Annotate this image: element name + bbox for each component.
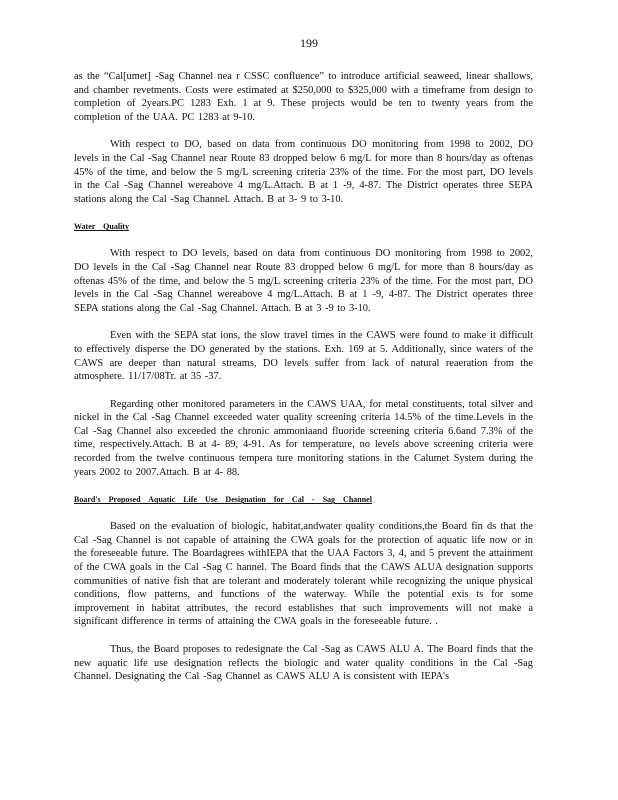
paragraph-do-monitoring: With respect to DO, based on data from continuous DO monitoring from 1998 to 2002, DO levels in the Cal -Sag Channel near Route 83 dropped below 6 mg/L for more than 8 hours/day as oftenas 45% of the time, and below the 5 mg/L screening criteria 23% of the time. For the most part, DO levels in the Cal -Sag Channel wereabove 4 mg/L.Attach. B at 1 -9, 4-87. The District operates three SEPA stations along the Cal -Sag Channel. Attach. B at 3- 9 to 3-10. xyxy=(74,139,533,205)
paragraph-seaweed-projects: as the “Cal[umet] -Sag Channel nea r CSSC confluence” to introduce artificial seaweed, linear shallows, and chamber revetments. Costs were estimated at $250,000 to $325,000 with a timeframe from design to completion of 2years.PC 1283 Exh. 1 at 9. These projects would be ten to twenty years from the completion of the UAA. PC 1283 at 9-10. xyxy=(74,71,533,123)
paragraph-board-finding: Based on the evaluation of biologic, habitat,andwater quality conditions,the Board fin ds that the Cal -Sag Channel is not capable of attaining the CWA goals for the protection of aquatic life now or in the foreseeable future. The Boardagrees withIEPA that the UAA Factors 3, 4, and 5 prevent the attainment of the CWA goals in the Cal -Sag C hannel. The Board finds that the CAWS ALUA designation supports communities of native fish that are tolerant and moderately tolerant while recognizing the unique physical conditions, flow patterns, and functions of the waterway. While the potential exis ts for some improvement in habitat attributes, the record establishes that such improvements will not make a significant difference in terms of attaining the CWA goals in the foreseeable future. . xyxy=(74,521,533,628)
document-body xyxy=(74,70,533,684)
paragraph-sepa-stations: Even with the SEPA stat ions, the slow travel times in the CAWS were found to make it difficult to effectively disperse the DO generated by the stations. Exh. 169 at 5. Additionally, since waters of the CAWS are deeper than natural streams, DO levels suffer from lack of natural reaeration from the atmosphere. 11/17/08Tr. at 35 -37. xyxy=(74,330,533,383)
section-heading-aquatic-life-use xyxy=(74,493,533,506)
paragraph-spacer xyxy=(74,629,533,643)
paragraph-spacer xyxy=(74,479,533,493)
paragraph-spacer xyxy=(74,233,533,247)
paragraph-spacer xyxy=(74,315,533,329)
section-heading-aquatic-life-use-text: Board's Proposed Aquatic Life Use Designation for Cal - Sag Channel xyxy=(74,495,372,505)
paragraph-spacer xyxy=(74,506,533,520)
paragraph-spacer xyxy=(74,384,533,398)
paragraph-other-parameters: Regarding other monitored parameters in the CAWS UAA, for metal constituents, total silver and nickel in the Cal -Sag Channel exceeded water quality screening criteria 14.5% of the time.Levels in the Cal -Sag Channel also exceeded the chronic ammoniaand fluoride screening criteria 6.6and 7.3% of the time, respectively.Attach. B at 4- 89, 4-91. As for temperature, no levels above screening criteria were recorded from the twelve continuous tempera ture monitoring stations in the Calumet System during the years 2002 to 2007.Attach. B at 4- 88. xyxy=(74,398,533,478)
paragraph-spacer xyxy=(74,124,533,138)
paragraph-do-levels: With respect to DO levels, based on data from continuous DO monitoring from 1998 to 2002, DO levels in the Cal -Sag Channel near Route 83 dropped below 6 mg/L for more than 8 hours/day as oftenas 45% of the time, and below the 5 mg/L screening criteria 23% of the time. For the most part, DO levels in the Cal -Sag Channel wereabove 4 mg/L.Attach. B at 1 -9, 4-87. The District operates three SEPA stations along the Cal -Sag Channel. Attach. B at 3 -9 to 3-10. xyxy=(74,248,533,314)
section-heading-water-quality-text: Water Quality xyxy=(74,222,129,232)
paragraph-redesignation: Thus, the Board proposes to redesignate the Cal -Sag as CAWS ALU A. The Board finds that the new aquatic life use designation reflects the biologic and water quality conditions in the Cal -Sag Channel. Designating the Cal -Sag Channel as CAWS ALU A is consistent with IEPA's xyxy=(74,644,533,683)
section-heading-water-quality xyxy=(74,220,533,233)
page-number: 199 xyxy=(300,36,318,50)
paragraph-spacer xyxy=(74,206,533,220)
